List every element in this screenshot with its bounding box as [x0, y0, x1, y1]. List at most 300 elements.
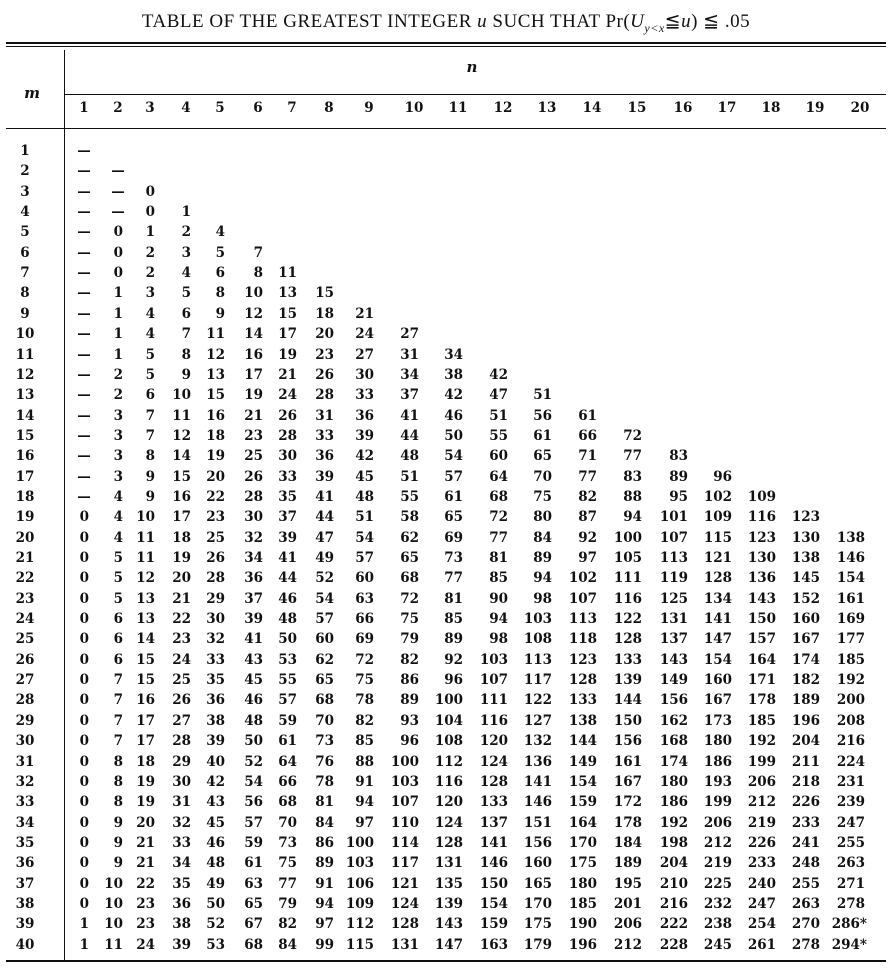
table-cell: 228 — [659, 936, 688, 953]
table-cell: 17 — [136, 712, 155, 729]
table-cell: 23 — [172, 631, 191, 648]
table-cell: 13 — [136, 590, 155, 607]
table-cell: 9 — [215, 305, 225, 322]
table-cell: 88 — [623, 488, 642, 505]
table-row — [0, 550, 892, 570]
table-cell: 8 — [215, 285, 225, 302]
table-cell: 6 — [113, 611, 123, 628]
table-row — [0, 855, 892, 875]
table-cell: 123 — [568, 651, 597, 668]
table-cell: 85 — [444, 611, 463, 628]
table-cell: 76 — [315, 753, 334, 770]
table-cell: 22 — [206, 488, 225, 505]
table-cell: 186 — [703, 753, 732, 770]
table-cell: 160 — [523, 855, 552, 872]
n-col-4: 4 — [181, 100, 191, 116]
table-cell: 7 — [145, 427, 155, 444]
table-cell: 54 — [355, 529, 374, 546]
table-cell: 1 — [113, 285, 123, 302]
n-col-20: 20 — [850, 100, 870, 116]
table-cell: 22 — [172, 611, 191, 628]
table-cell: 7 — [113, 733, 123, 750]
table-cell: 100 — [434, 692, 463, 709]
table-cell: 23 — [136, 895, 155, 912]
table-cell: 32 — [244, 529, 263, 546]
table-cell: 8 — [113, 753, 123, 770]
table-cell: 3 — [113, 448, 123, 465]
n-col-12: 12 — [493, 100, 513, 116]
table-cell: 3 — [181, 244, 191, 261]
table-cell: 131 — [390, 936, 419, 953]
table-cell: 174 — [659, 753, 688, 770]
row-m-label: 24 — [15, 611, 35, 628]
table-cell: 65 — [315, 672, 334, 689]
table-cell: 141 — [703, 611, 732, 628]
table-cell: 195 — [613, 875, 642, 892]
table-cell: 77 — [489, 529, 508, 546]
table-cell: 28 — [172, 733, 191, 750]
row-m-label: 16 — [15, 448, 35, 465]
row-m-label: 25 — [15, 631, 35, 648]
table-cell: 123 — [791, 509, 820, 526]
table-cell: 92 — [578, 529, 597, 546]
table-cell: 64 — [489, 468, 508, 485]
row-header-m: m — [24, 84, 40, 102]
table-cell: 63 — [244, 875, 263, 892]
table-cell: 103 — [345, 855, 374, 872]
table-cell: 199 — [747, 753, 776, 770]
table-cell: 30 — [355, 366, 374, 383]
table-cell: 62 — [400, 529, 419, 546]
table-cell: 3 — [113, 468, 123, 485]
table-cell: 0 — [113, 265, 123, 282]
table-cell: 10 — [244, 285, 263, 302]
table-cell: 121 — [703, 550, 732, 566]
table-cell: 286* — [831, 916, 867, 933]
table-cell: 125 — [659, 590, 688, 607]
table-row — [0, 835, 892, 855]
row-m-label: 39 — [15, 916, 35, 933]
bottom-rule — [6, 960, 886, 962]
table-cell: 70 — [315, 712, 334, 729]
table-cell: 24 — [278, 387, 297, 404]
table-cell: 225 — [703, 875, 732, 892]
table-cell: 23 — [206, 509, 225, 526]
table-cell: 5 — [113, 590, 123, 607]
table-cell: 34 — [444, 346, 463, 363]
table-cell: 167 — [613, 773, 642, 790]
table-cell: 16 — [136, 692, 155, 709]
table-cell: 28 — [244, 488, 263, 505]
table-cell: 51 — [489, 407, 508, 424]
table-cell: 36 — [244, 570, 263, 587]
table-cell: 10 — [104, 916, 123, 933]
table-cell: 170 — [568, 834, 597, 851]
table-cell: 100 — [345, 834, 374, 851]
table-cell: 5 — [145, 346, 155, 363]
table-cell: 48 — [206, 855, 225, 872]
table-cell: 3 — [113, 407, 123, 424]
table-cell: 180 — [659, 773, 688, 790]
table-cell: 2 — [113, 387, 123, 404]
table-cell: 0 — [113, 244, 123, 261]
table-cell: 7 — [113, 712, 123, 729]
table-cell: 122 — [523, 692, 552, 709]
table-cell: 43 — [206, 794, 225, 811]
table-cell: 218 — [791, 773, 820, 790]
table-cell: 97 — [355, 814, 374, 831]
table-cell: 42 — [444, 387, 463, 404]
table-row — [0, 448, 892, 468]
table-cell: 159 — [568, 794, 597, 811]
row-m-label: 5 — [20, 224, 30, 241]
table-cell: 156 — [659, 692, 688, 709]
table-cell: 39 — [206, 733, 225, 750]
table-cell: 212 — [747, 794, 776, 811]
table-cell: 62 — [315, 651, 334, 668]
table-row — [0, 713, 892, 733]
table-cell: 40 — [206, 753, 225, 770]
row-m-label: 3 — [20, 183, 30, 200]
table-cell: 219 — [703, 855, 732, 872]
table-cell: 36 — [315, 448, 334, 465]
table-cell: 5 — [181, 285, 191, 302]
row-m-label: 36 — [15, 855, 35, 872]
n-header-rule — [65, 94, 886, 95]
table-cell: 157 — [747, 631, 776, 648]
table-cell: 107 — [390, 794, 419, 811]
title-subscript: y<x — [644, 20, 665, 35]
table-cell: 146 — [836, 550, 865, 566]
table-cell: 103 — [479, 651, 508, 668]
table-cell: 112 — [434, 753, 463, 770]
table-cell: 26 — [278, 407, 297, 424]
table-cell: 190 — [568, 916, 597, 933]
table-cell: 233 — [791, 814, 820, 831]
table-cell: 278 — [836, 895, 865, 912]
table-cell: 41 — [244, 631, 263, 648]
row-m-label: 37 — [15, 875, 35, 892]
table-cell: 48 — [244, 712, 263, 729]
table-cell: 25 — [172, 672, 191, 689]
table-cell: 26 — [315, 366, 334, 383]
row-m-label: 40 — [15, 936, 35, 953]
table-cell: 80 — [533, 509, 552, 526]
table-cell: 123 — [747, 529, 776, 546]
table-cell: 150 — [479, 875, 508, 892]
table-cell: 94 — [315, 895, 334, 912]
table-cell: 23 — [244, 427, 263, 444]
table-row — [0, 794, 892, 814]
table-cell: 116 — [479, 712, 508, 729]
table-cell: 91 — [315, 875, 334, 892]
table-cell: 6 — [145, 387, 155, 404]
table-cell: 11 — [206, 326, 225, 343]
table-cell: 124 — [434, 814, 463, 831]
table-row — [0, 652, 892, 672]
table-cell: 0 — [79, 570, 89, 587]
table-cell: 219 — [747, 814, 776, 831]
table-cell: 133 — [613, 651, 642, 668]
table-cell: 247 — [836, 814, 865, 831]
table-cell: 19 — [278, 346, 297, 363]
table-cell: 1 — [113, 326, 123, 343]
table-cell: 113 — [659, 550, 688, 566]
table-cell: 66 — [578, 427, 597, 444]
table-cell: 240 — [747, 875, 776, 892]
table-cell: 36 — [206, 692, 225, 709]
table-cell: 75 — [278, 855, 297, 872]
table-cell: 23 — [315, 346, 334, 363]
table-cell: — — [77, 488, 91, 505]
table-cell: 7 — [145, 407, 155, 424]
table-cell: 68 — [244, 936, 263, 953]
table-cell: 90 — [489, 590, 508, 607]
table-cell: 121 — [390, 875, 419, 892]
table-cell: 19 — [206, 448, 225, 465]
table-cell: 1 — [181, 204, 191, 221]
table-cell: 46 — [206, 834, 225, 851]
table-cell: 192 — [659, 814, 688, 831]
table-cell: 19 — [136, 773, 155, 790]
table-cell: 26 — [244, 468, 263, 485]
row-m-label: 6 — [20, 244, 30, 261]
table-cell: 18 — [136, 753, 155, 770]
table-cell: — — [77, 468, 91, 485]
table-cell: 294* — [831, 936, 867, 953]
table-cell: 54 — [315, 590, 334, 607]
table-cell: 65 — [244, 895, 263, 912]
n-col-15: 15 — [627, 100, 647, 116]
table-row — [0, 672, 892, 692]
table-cell: 138 — [568, 712, 597, 729]
table-cell: 55 — [278, 672, 297, 689]
row-m-label: 35 — [15, 834, 35, 851]
table-cell: 20 — [172, 570, 191, 587]
table-cell: 39 — [315, 468, 334, 485]
table-cell: 15 — [172, 468, 191, 485]
table-cell: 95 — [669, 488, 688, 505]
table-cell: 255 — [791, 875, 820, 892]
table-cell: 196 — [791, 712, 820, 729]
table-cell: 96 — [444, 672, 463, 689]
table-cell: 0 — [79, 550, 89, 566]
table-cell: 61 — [444, 488, 463, 505]
table-cell: 57 — [355, 550, 374, 566]
table-cell: 94 — [533, 570, 552, 587]
table-cell: 18 — [172, 529, 191, 546]
table-cell: 247 — [747, 895, 776, 912]
table-cell: 171 — [747, 672, 776, 689]
table-cell: 124 — [479, 753, 508, 770]
table-cell: 261 — [747, 936, 776, 953]
table-cell: 20 — [206, 468, 225, 485]
table-cell: 98 — [489, 631, 508, 648]
table-cell: 248 — [791, 855, 820, 872]
table-cell: 163 — [479, 936, 508, 953]
table-cell: 143 — [747, 590, 776, 607]
table-row — [0, 265, 892, 285]
table-cell: 82 — [578, 488, 597, 505]
table-cell: 17 — [136, 733, 155, 750]
table-cell: 89 — [444, 631, 463, 648]
table-cell: 89 — [315, 855, 334, 872]
table-cell: 182 — [791, 672, 820, 689]
table-cell: 77 — [444, 570, 463, 587]
table-cell: 156 — [613, 733, 642, 750]
table-cell: 89 — [669, 468, 688, 485]
table-cell: 39 — [278, 529, 297, 546]
table-cell: 22 — [136, 875, 155, 892]
table-cell: 59 — [244, 834, 263, 851]
table-cell: 81 — [489, 550, 508, 566]
table-cell: 9 — [181, 366, 191, 383]
n-col-17: 17 — [717, 100, 737, 116]
table-cell: 196 — [568, 936, 597, 953]
table-cell: 109 — [703, 509, 732, 526]
table-row — [0, 692, 892, 712]
table-cell: 2 — [113, 366, 123, 383]
table-cell: 0 — [79, 509, 89, 526]
row-m-label: 1 — [20, 143, 30, 159]
table-cell: 79 — [400, 631, 419, 648]
table-cell: 78 — [315, 773, 334, 790]
table-cell: 24 — [136, 936, 155, 953]
row-m-label: 4 — [20, 204, 30, 221]
table-row — [0, 143, 892, 163]
table-cell: 5 — [215, 244, 225, 261]
table-cell: 102 — [568, 570, 597, 587]
n-col-16: 16 — [673, 100, 693, 116]
table-cell: 50 — [278, 631, 297, 648]
table-cell: 128 — [434, 834, 463, 851]
table-cell: 78 — [355, 692, 374, 709]
table-cell: 138 — [836, 529, 865, 546]
n-col-19: 19 — [805, 100, 825, 116]
table-cell: 141 — [479, 834, 508, 851]
table-cell: 17 — [278, 326, 297, 343]
table-cell: 4 — [145, 326, 155, 343]
table-cell: 6 — [181, 305, 191, 322]
table-row — [0, 530, 892, 550]
table-row — [0, 611, 892, 631]
table-cell: 60 — [355, 570, 374, 587]
table-cell: 82 — [278, 916, 297, 933]
row-m-label: 38 — [15, 895, 35, 912]
table-row — [0, 733, 892, 753]
table-cell: 20 — [136, 814, 155, 831]
n-col-3: 3 — [145, 100, 155, 116]
table-cell: 150 — [613, 712, 642, 729]
top-double-rule-1 — [6, 42, 886, 44]
table-cell: 9 — [113, 855, 123, 872]
table-cell: 114 — [390, 834, 419, 851]
table-cell: 120 — [434, 794, 463, 811]
row-m-label: 7 — [20, 265, 30, 282]
n-col-7: 7 — [287, 100, 297, 116]
table-cell: 50 — [244, 733, 263, 750]
table-cell: 154 — [703, 651, 732, 668]
table-cell: 137 — [659, 631, 688, 648]
table-cell: 79 — [278, 895, 297, 912]
table-cell: 172 — [613, 794, 642, 811]
table-cell: 167 — [703, 692, 732, 709]
table-cell: 27 — [172, 712, 191, 729]
table-cell: 175 — [523, 916, 552, 933]
table-cell: 25 — [206, 529, 225, 546]
table-cell: — — [77, 285, 91, 302]
table-row — [0, 163, 892, 183]
table-cell: 159 — [479, 916, 508, 933]
n-col-5: 5 — [215, 100, 225, 116]
table-row — [0, 224, 892, 244]
table-cell: 206 — [613, 916, 642, 933]
table-cell: 81 — [444, 590, 463, 607]
table-cell: 5 — [113, 550, 123, 566]
table-cell: 25 — [244, 448, 263, 465]
table-cell: 108 — [523, 631, 552, 648]
table-cell: — — [77, 265, 91, 282]
table-cell: 75 — [400, 611, 419, 628]
table-cell: 15 — [136, 672, 155, 689]
table-cell: 232 — [703, 895, 732, 912]
table-cell: 149 — [659, 672, 688, 689]
table-cell: 48 — [278, 611, 297, 628]
table-cell: 68 — [315, 692, 334, 709]
table-cell: 16 — [206, 407, 225, 424]
table-cell: 73 — [278, 834, 297, 851]
table-cell: 61 — [244, 855, 263, 872]
table-row — [0, 916, 892, 936]
table-cell: 7 — [113, 672, 123, 689]
table-cell: 8 — [145, 448, 155, 465]
table-cell: 170 — [523, 895, 552, 912]
table-cell: 15 — [278, 305, 297, 322]
table-cell: 45 — [244, 672, 263, 689]
table-cell: 52 — [315, 570, 334, 587]
table-cell: 4 — [113, 509, 123, 526]
table-cell: 60 — [315, 631, 334, 648]
table-cell: 96 — [400, 733, 419, 750]
table-cell: 211 — [791, 753, 820, 770]
table-cell: 88 — [355, 753, 374, 770]
table-cell: 161 — [613, 753, 642, 770]
table-cell: 10 — [104, 895, 123, 912]
table-cell: 39 — [244, 611, 263, 628]
table-cell: 9 — [113, 834, 123, 851]
table-cell: 4 — [113, 529, 123, 546]
table-cell: 103 — [523, 611, 552, 628]
table-cell: 222 — [659, 916, 688, 933]
table-cell: 139 — [613, 672, 642, 689]
table-cell: 111 — [479, 692, 508, 709]
table-cell: 117 — [390, 855, 419, 872]
table-cell: 54 — [444, 448, 463, 465]
row-m-label: 18 — [15, 488, 35, 505]
n-col-18: 18 — [761, 100, 781, 116]
row-m-label: 14 — [15, 407, 35, 424]
table-cell: 67 — [244, 916, 263, 933]
table-row — [0, 408, 892, 428]
table-cell: 15 — [136, 651, 155, 668]
table-cell: 3 — [145, 285, 155, 302]
table-cell: 51 — [533, 387, 552, 404]
table-cell: 200 — [836, 692, 865, 709]
table-cell: 49 — [206, 875, 225, 892]
table-cell: 189 — [791, 692, 820, 709]
table-cell: 82 — [355, 712, 374, 729]
table-cell: 37 — [278, 509, 297, 526]
